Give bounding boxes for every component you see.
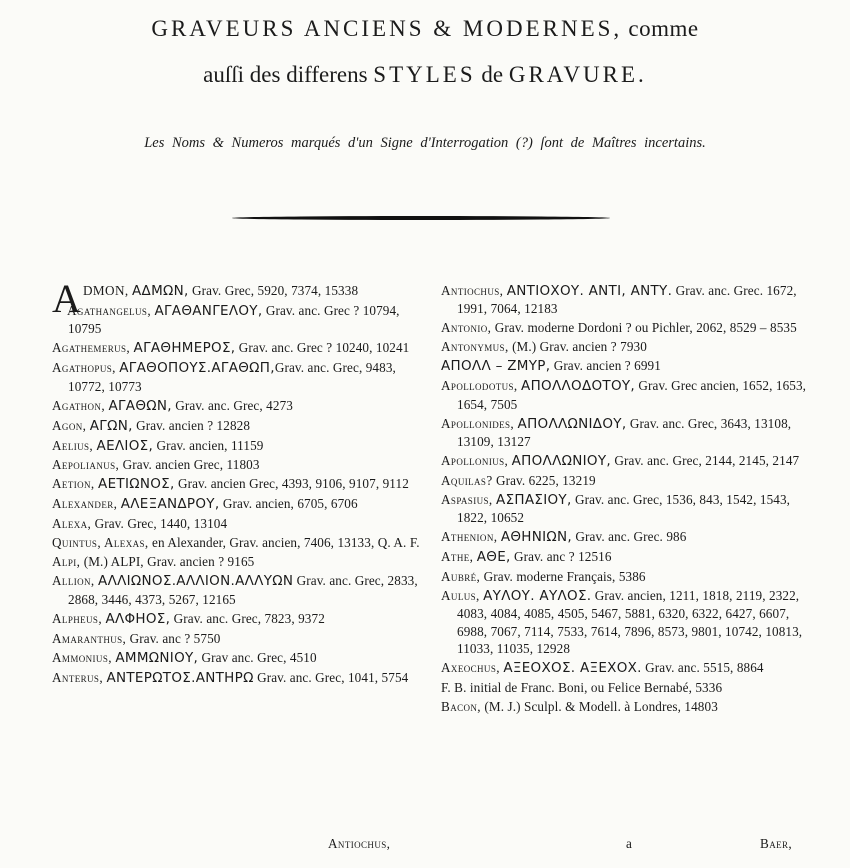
line2-mid: de [475, 62, 509, 87]
page-title [0, 16, 850, 42]
entry-greek: ΑΠΟΛΛΩΝΙΟΥ, [511, 452, 611, 469]
left-column [52, 276, 422, 689]
page-subtitle-line [0, 62, 850, 88]
index-entry [52, 649, 422, 667]
index-entry [52, 630, 422, 647]
entry-text: Grav. ancien Grec, 4393, 9106, 9107, 9112 [174, 476, 409, 492]
entry-text: Grav anc. Grec, 4510 [198, 649, 317, 665]
title-caps: GRAVEURS ANCIENS & MODERNES, [151, 16, 623, 41]
entry-name: Alpi, [52, 554, 81, 570]
entry-name: Agathangelus, [67, 302, 152, 318]
drop-cap: A [52, 276, 81, 321]
index-entry [52, 456, 422, 473]
entry-name: Apollonides, [441, 415, 515, 431]
entry-text: en Alexander, Grav. ancien, 7406, 13133, Q. A. F. [148, 535, 420, 551]
entry-text: Grav. ancien, 1211, 1818, 2119, 2322, 4083, 4084, 4085, 4505, 5467, 5881, 6320, 6322, 6427, 6607, 6988, 7067, 7114, 7533, 7614, 7896, 8573, 9801, 10742, 10813, 11033, 11035, 12928 [457, 588, 803, 656]
entry-text: Grav. ancien ? 6991 [550, 358, 661, 374]
entry-text: Grav. anc. Grec, 4273 [171, 397, 293, 413]
entry-text: Grav. anc. Grec. 986 [572, 529, 687, 545]
entry-greek: ΑΝΤΕΡΩΤΟΣ.ΑΝΤΗΡΩ [106, 669, 254, 686]
entry-greek: ΑΓΑΘΩΝ, [108, 397, 172, 414]
entry-greek: ΑΝΤΙΟΧΟΥ. ΑΝΤΙ, ΑΝΤΥ. [506, 283, 673, 299]
index-entry [441, 698, 813, 715]
entry-greek: ΑΕΤΙΩΝΟΣ, [98, 476, 175, 493]
index-entry [52, 475, 422, 493]
entry-name: Alexander, [52, 496, 118, 512]
index-entry [441, 415, 813, 451]
entry-name: Apollodotus, [441, 378, 518, 394]
index-entry [441, 568, 813, 585]
entry-text: Grav. Grec, 1440, 13104 [91, 516, 228, 532]
entry-name: Aquilas? [441, 472, 493, 488]
line2-caps2: GRAVURE. [508, 62, 647, 87]
entry-text: Grav. anc. Grec, 1041, 5754 [253, 669, 409, 685]
entry-name: Aulus, [441, 588, 480, 603]
index-entry [441, 659, 813, 677]
index-entry [441, 528, 813, 546]
entry-text: Grav. anc. Grec ? 10794, 10795 [68, 302, 400, 337]
entry-text: Grav. anc. Grec, 3643, 13108, 13109, 13127 [457, 415, 792, 449]
entry-greek: ΑΔΜΩΝ, [132, 283, 189, 299]
entry-name: Aepolianus, [52, 457, 120, 473]
entry-name: Alexa, [52, 516, 92, 532]
entry-greek: ΑΛΛΙΩΝΟΣ.ΑΛΛΙΟΝ.ΑΛΛΥΩΝ [98, 573, 294, 590]
line2-pre: auſſi des differens [203, 62, 374, 87]
entry-greek: ΑΘΗΝΙΩΝ, [500, 529, 573, 546]
index-entry [52, 437, 422, 455]
index-entry [52, 553, 422, 570]
entry-name: Ammonius, [52, 649, 112, 665]
entry-name: Aelius, [52, 437, 94, 453]
entry-greek: ΑΛΕΞΑΝΔΡΟΥ, [120, 496, 220, 513]
entry-name: Athenion, [441, 529, 498, 545]
entry-greek: ΑΞΕΟΧΟΣ. ΑΞΕΧΟΧ. [503, 659, 642, 676]
entry-name: Apollonius, [441, 452, 509, 468]
entry-greek: ΑΠΟΛΛΩΝΙΔΟΥ, [517, 415, 627, 432]
entry-text: Grav. anc ? 5750 [126, 630, 221, 646]
index-entry [52, 417, 422, 435]
entry-text: Grav. anc. Grec, 9483, 10772, 10773 [68, 360, 396, 394]
entry-name: Agathon, [52, 397, 106, 413]
entry-text: Grav. anc. Grec, 2833, 2868, 3446, 4373, 5267, 12165 [68, 573, 418, 607]
signature-mark: a [626, 836, 633, 851]
index-entry [441, 587, 813, 657]
entry-text: F. B. initial de Franc. Boni, ou Felice Bernabé, 5336 [441, 679, 723, 695]
entry-greek: ΑΜΜΩΝΙΟΥ, [115, 649, 199, 666]
entry-greek: ΑΓΑΘΗΜΕΡΟΣ, [133, 340, 236, 357]
entry-greek: ΑΕΛΙΟΣ, [96, 437, 154, 454]
entry-greek: ΑΓΑΘΟΠΟΥΣ.ΑΓΑΘΩΠ, [119, 360, 275, 377]
index-entry [441, 357, 813, 375]
entry-name: Antonymus, [441, 339, 509, 355]
entry-name: Agathemerus, [52, 340, 131, 356]
entry-greek: ΑΠΟΛΛΟΔΟΤΟΥ, [521, 378, 636, 395]
index-entry [52, 534, 422, 551]
index-entry [441, 282, 813, 318]
index-entry [52, 302, 422, 338]
index-entry [52, 495, 422, 513]
index-entry [52, 610, 422, 628]
index-entry [441, 679, 813, 696]
entry-text: (M.) Grav. ancien ? 7930 [508, 339, 647, 355]
entry-text: Grav. anc. Grec, 7823, 9372 [170, 610, 325, 626]
entry-text: Grav. anc. Grec ? 10240, 10241 [235, 340, 410, 356]
right-column [441, 282, 813, 717]
entry-greek: ΑΓΑΘΑΝΓΕΛΟΥ, [154, 302, 263, 319]
entry-text: Grav. ancien Grec, 11803 [119, 457, 260, 473]
entry-name: Anterus, [52, 669, 104, 685]
entry-name: Bacon, [441, 698, 481, 714]
entry-text: Grav. anc. Grec, 1536, 843, 1542, 1543, 1822, 10652 [457, 491, 791, 526]
entry-text: Grav. moderne Français, 5386 [480, 569, 646, 585]
entry-name: Quintus, Alexas, [52, 535, 149, 551]
entry-name: Antiochus, [441, 283, 504, 298]
entry-name: Aetion, [52, 476, 95, 492]
entry-text: Grav. Grec, 5920, 7374, 15338 [188, 283, 359, 298]
entry-name: Athe, [441, 549, 474, 565]
line2-caps: STYLES [373, 62, 476, 87]
index-entry [52, 397, 422, 415]
entry-text: Grav. anc. Grec. 1672, 1991, 7064, 12183 [457, 283, 797, 317]
entry-name: Aubré, [441, 569, 481, 585]
entry-greek: ΑΣΠΑΣΙΟΥ, [496, 491, 572, 508]
entry-name: Amaranthus, [52, 630, 127, 646]
entry-greek: ΑΛΦΗΟΣ, [105, 610, 171, 627]
entry-name: Antonio, [441, 320, 492, 336]
entry-greek: ΑΓΩΝ, [89, 417, 133, 434]
entry-name: Agathopus, [52, 360, 116, 376]
index-entry [441, 491, 813, 527]
left-catchword: Antiochus, [328, 836, 391, 851]
index-entry [441, 338, 813, 355]
entry-text: Grav. anc ? 12516 [510, 549, 612, 565]
index-entry [52, 515, 422, 532]
entry-text: Grav. Grec ancien, 1652, 1653, 1654, 7505 [457, 378, 807, 412]
entry-name: Agon, [52, 417, 87, 433]
index-entry [52, 669, 422, 687]
entry-text: Grav. ancien ? 12828 [132, 417, 251, 433]
entry-text: Grav. anc. 5515, 8864 [641, 659, 764, 675]
index-entry [441, 377, 813, 413]
index-entry [441, 452, 813, 470]
entry-greek: ΑΘΕ, [476, 549, 511, 566]
entry-text: Grav. anc. Grec, 2144, 2145, 2147 [610, 452, 800, 468]
index-entry [441, 319, 813, 336]
entry-greek: ΑΠΟΛΛ – ΖΜΥΡ, [441, 358, 551, 375]
intro-note: Les Noms & Numeros marqués d'un Signe d'Interrogation (?) ſont de Maîtres incertains. [144, 135, 706, 151]
index-entry [441, 472, 813, 489]
entry-name: DMON, [83, 283, 129, 298]
index-entry [52, 359, 422, 395]
right-catchword: Baer, [760, 836, 793, 851]
entry-text: Grav. 6225, 13219 [492, 472, 596, 488]
entry-text: Grav. ancien, 11159 [153, 437, 264, 453]
index-entry [52, 572, 422, 608]
entry-text: Grav. ancien, 6705, 6706 [219, 496, 358, 512]
index-entry [441, 548, 813, 566]
entry-text: Grav. moderne Dordoni ? ou Pichler, 2062, 8529 – 8535 [491, 320, 797, 336]
index-entry [52, 339, 422, 357]
decorative-rule [232, 216, 610, 220]
entry-text: (M. J.) Sculpl. & Modell. à Londres, 14803 [481, 698, 718, 714]
title-tail: comme [622, 16, 699, 41]
entry-greek: ΑΥΛΟΥ. ΑΥΛΟΣ. [483, 588, 592, 604]
entry-name: Alpheus, [52, 610, 103, 626]
entry-name: Aspasius, [441, 491, 493, 507]
entry-name: Allion, [52, 573, 95, 589]
entry-text: (M.) ALPI, Grav. ancien ? 9165 [80, 554, 255, 570]
entry-name: Axeochus, [441, 659, 500, 675]
